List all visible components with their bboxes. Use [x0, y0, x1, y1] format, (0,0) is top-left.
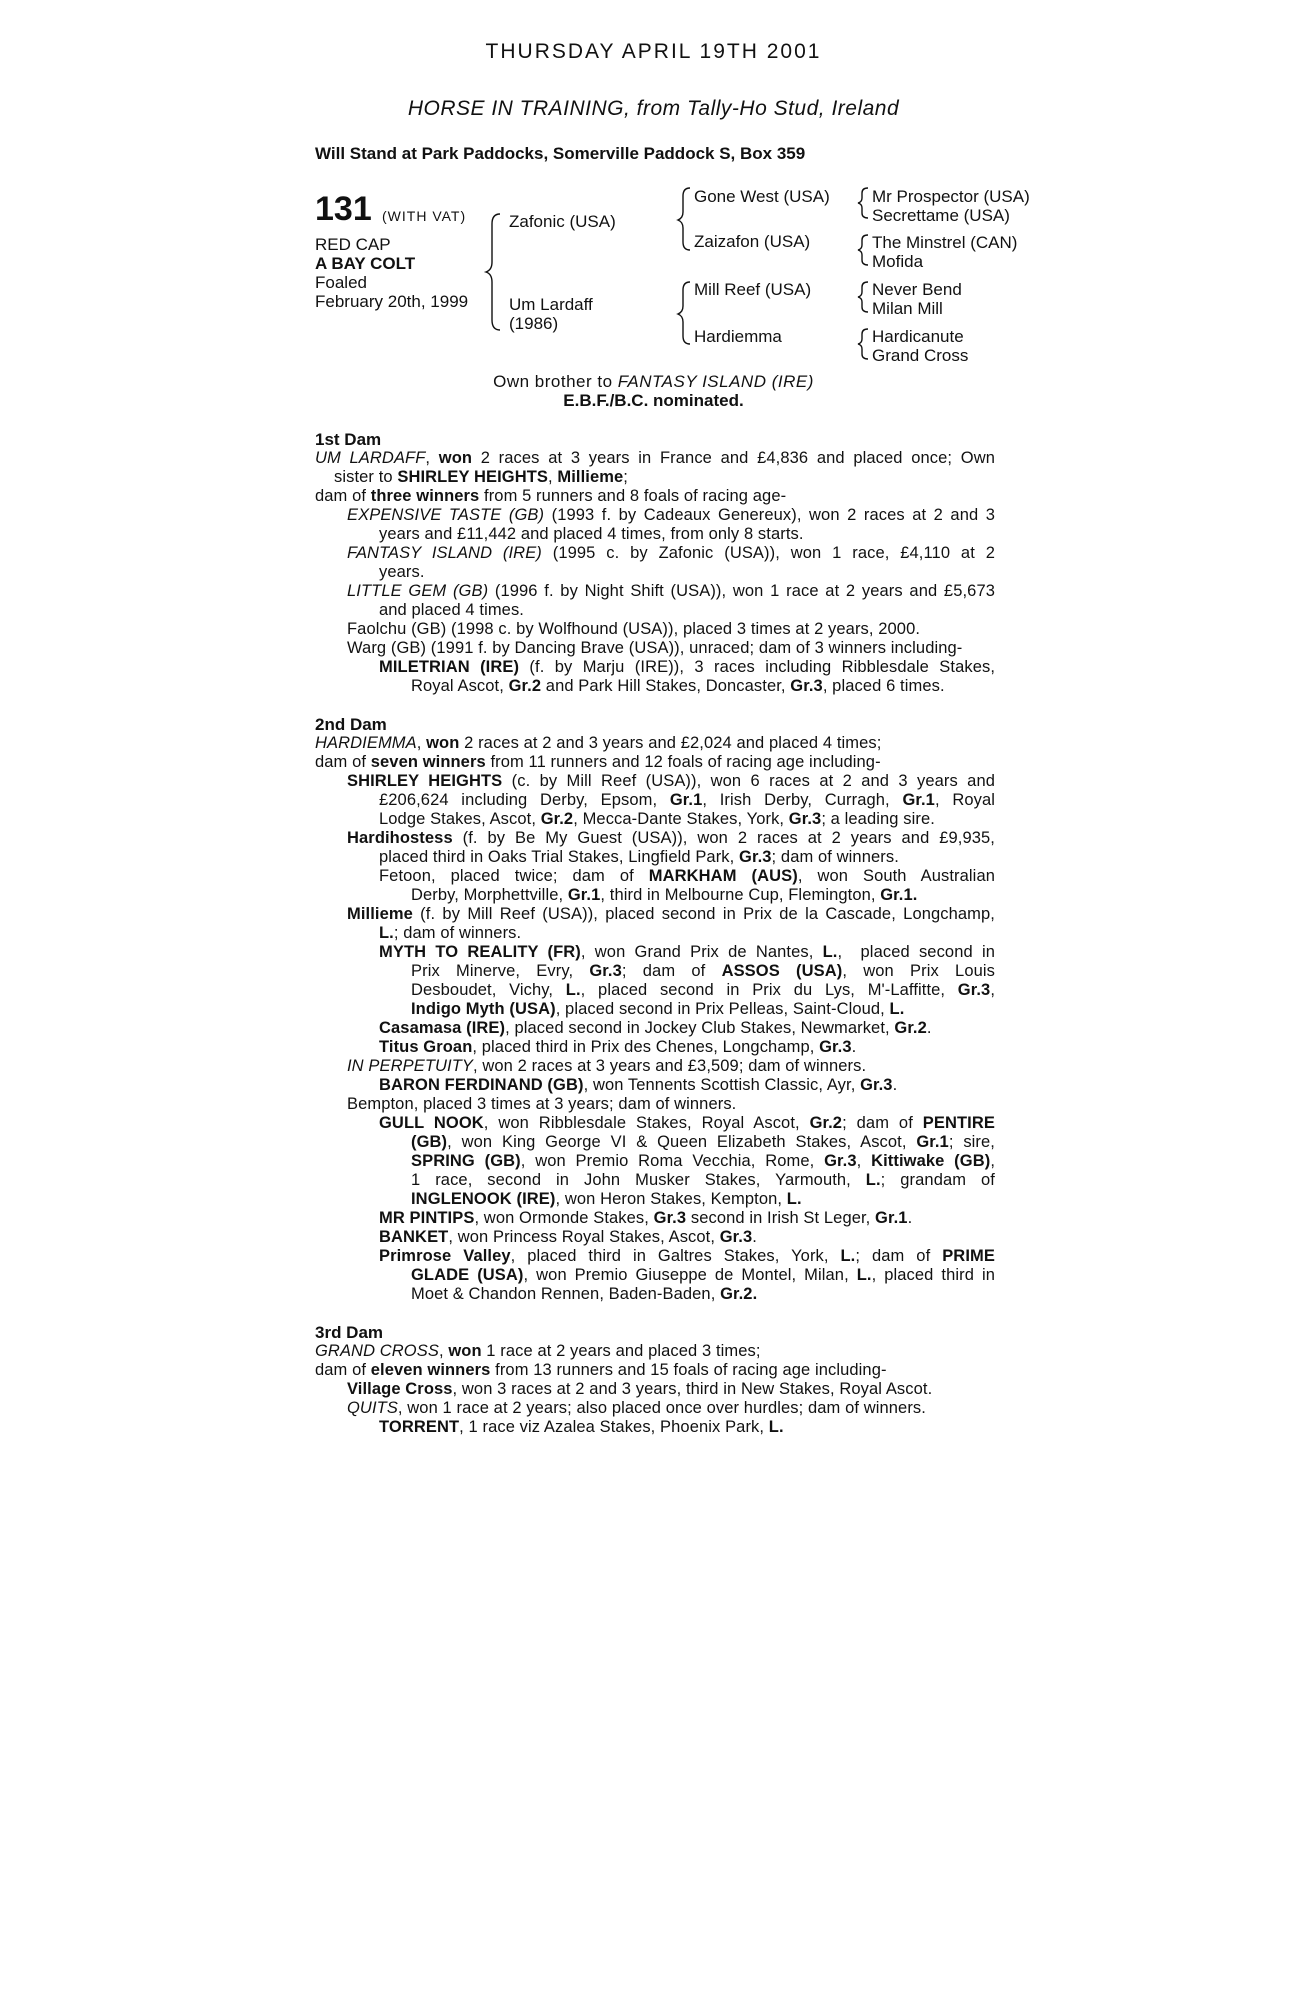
nomination-note: E.B.F./B.C. nominated. — [563, 391, 744, 410]
second-dam-line: GULL NOOK, won Ribblesdale Stakes, Royal Ascot, Gr.2; dam of PENTIRE — [379, 1114, 995, 1132]
first-dam-line: Royal Ascot, Gr.2 and Park Hill Stakes, Doncaster, Gr.3, placed 6 times. — [411, 677, 945, 695]
second-dam-line: INGLENOOK (IRE), won Heron Stakes, Kempton, L. — [411, 1190, 802, 1208]
first-dam-line: sister to SHIRLEY HEIGHTS, Millieme; — [334, 468, 628, 486]
second-dam-line: (GB), won King George VI & Queen Elizabeth Stakes, Ascot, Gr.1; sire, — [411, 1133, 995, 1151]
third-dam-line: TORRENT, 1 race viz Azalea Stakes, Phoenix Park, L. — [379, 1418, 784, 1436]
sire: Zafonic (USA) — [509, 212, 616, 231]
first-dam-line: MILETRIAN (IRE) (f. by Marju (IRE)), 3 races including Ribblesdale Stakes, — [379, 658, 996, 676]
horse-description: A BAY COLT — [315, 254, 416, 273]
first-dam-line: Warg (GB) (1991 f. by Dancing Brave (USA)), unraced; dam of 3 winners including- — [347, 639, 963, 657]
third-dam-line: GRAND CROSS, won 1 race at 2 years and placed 3 times; — [315, 1342, 761, 1360]
first-dam-line: LITTLE GEM (GB) (1996 f. by Night Shift (USA)), won 1 race at 2 years and £5,673 — [347, 582, 996, 600]
second-dam-line: Millieme (f. by Mill Reef (USA)), placed second in Prix de la Cascade, Longchamp, — [347, 905, 995, 923]
ancestor-2: Secrettame (USA) — [872, 206, 1010, 225]
first-dam-line: EXPENSIVE TASTE (GB) (1993 f. by Cadeaux Genereux), won 2 races at 2 and 3 — [347, 506, 996, 524]
ancestor-3: The Minstrel (CAN) — [872, 233, 1018, 252]
third-dam-line: QUITS, won 1 race at 2 years; also placed once over hurdles; dam of winners. — [347, 1399, 926, 1417]
second-dam-line: £206,624 including Derby, Epsom, Gr.1, Irish Derby, Curragh, Gr.1, Royal — [379, 791, 995, 809]
first-dam-heading: 1st Dam — [315, 430, 382, 449]
second-dam-line: SPRING (GB), won Premio Roma Vecchia, Rome, Gr.3, Kittiwake (GB), — [411, 1152, 995, 1170]
second-dam-line: Desboudet, Vichy, L., placed second in Prix du Lys, M'-Laffitte, Gr.3, — [411, 981, 995, 999]
second-dam-line: Titus Groan, placed third in Prix des Chenes, Longchamp, Gr.3. — [379, 1038, 857, 1056]
sale-date: THURSDAY APRIL 19TH 2001 — [485, 40, 822, 63]
second-dam-line: MYTH TO REALITY (FR), won Grand Prix de Nantes, L., placed second in — [379, 943, 995, 961]
second-dam-line: Lodge Stakes, Ascot, Gr.2, Mecca-Dante Stakes, York, Gr.3; a leading sire. — [379, 810, 935, 828]
first-dam-line: years. — [379, 563, 425, 581]
second-dam-line: Casamasa (IRE), placed second in Jockey Club Stakes, Newmarket, Gr.2. — [379, 1019, 932, 1037]
second-dam-line: placed third in Oaks Trial Stakes, Lingfield Park, Gr.3; dam of winners. — [379, 848, 899, 866]
second-dam-line: MR PINTIPS, won Ormonde Stakes, Gr.3 second in Irish St Leger, Gr.1. — [379, 1209, 913, 1227]
ancestor-1: Mr Prospector (USA) — [872, 187, 1030, 206]
ancestor-6: Milan Mill — [872, 299, 943, 318]
first-dam-line: UM LARDAFF, won 2 races at 3 years in France and £4,836 and placed once; Own — [315, 449, 995, 467]
first-dam-line: and placed 4 times. — [379, 601, 524, 619]
second-dam-line: Derby, Morphettville, Gr.1, third in Melbourne Cup, Flemington, Gr.1. — [411, 886, 918, 904]
own-brother-note: Own brother to FANTASY ISLAND (IRE) — [493, 372, 814, 391]
second-dam-line: BANKET, won Princess Royal Stakes, Ascot, Gr.3. — [379, 1228, 757, 1246]
first-dam-line: dam of three winners from 5 runners and 8 foals of racing age- — [315, 487, 787, 505]
dam: Um Lardaff — [509, 295, 593, 314]
second-dam-line: Bempton, placed 3 times at 3 years; dam of winners. — [347, 1095, 737, 1113]
second-dam-line: L.; dam of winners. — [379, 924, 522, 942]
foaled-date: February 20th, 1999 — [315, 292, 469, 311]
third-dam-heading: 3rd Dam — [315, 1323, 384, 1342]
second-dam-line: HARDIEMMA, won 2 races at 2 and 3 years and £2,024 and placed 4 times; — [315, 734, 882, 752]
first-dam-line: Faolchu (GB) (1998 c. by Wolfhound (USA)), placed 3 times at 2 years, 2000. — [347, 620, 921, 638]
first-dam-line: years and £11,442 and placed 4 times, from only 8 starts. — [379, 525, 804, 543]
stand-location: Will Stand at Park Paddocks, Somerville Paddock S, Box 359 — [315, 144, 806, 163]
cap-colour: RED CAP — [315, 235, 391, 254]
second-dam-line: IN PERPETUITY, won 2 races at 3 years and £3,509; dam of winners. — [347, 1057, 867, 1075]
second-dam-heading: 2nd Dam — [315, 715, 387, 734]
sire-sire: Gone West (USA) — [694, 187, 830, 206]
ancestor-7: Hardicanute — [872, 327, 964, 346]
third-dam-line: dam of eleven winners from 13 runners and 15 foals of racing age including- — [315, 1361, 887, 1379]
second-dam-line: Primrose Valley, placed third in Galtres Stakes, York, L.; dam of PRIME — [379, 1247, 995, 1265]
dam-dam: Hardiemma — [694, 327, 782, 346]
dam-sire: Mill Reef (USA) — [694, 280, 812, 299]
second-dam-line: Fetoon, placed twice; dam of MARKHAM (AUS), won South Australian — [379, 867, 995, 885]
pedigree-braces — [0, 0, 1307, 400]
vat-note: (WITH VAT) — [382, 208, 467, 224]
lot-number: 131 — [315, 190, 372, 228]
second-dam-line: Prix Minerve, Evry, Gr.3; dam of ASSOS (USA), won Prix Louis — [411, 962, 996, 980]
third-dam-line: Village Cross, won 3 races at 2 and 3 years, third in New Stakes, Royal Ascot. — [347, 1380, 933, 1398]
second-dam-line: SHIRLEY HEIGHTS (c. by Mill Reef (USA)), won 6 races at 2 and 3 years and — [347, 772, 996, 790]
second-dam-line: Hardihostess (f. by Be My Guest (USA)), won 2 races at 2 years and £9,935, — [347, 829, 995, 847]
catalogue-subtitle: HORSE IN TRAINING, from Tally-Ho Stud, Ireland — [407, 97, 900, 120]
first-dam-line: FANTASY ISLAND (IRE) (1995 c. by Zafonic (USA)), won 1 race, £4,110 at 2 — [347, 544, 995, 562]
second-dam-line: Moet & Chandon Rennen, Baden-Baden, Gr.2. — [411, 1285, 758, 1303]
second-dam-line: BARON FERDINAND (GB), won Tennents Scottish Classic, Ayr, Gr.3. — [379, 1076, 898, 1094]
ancestor-8: Grand Cross — [872, 346, 969, 365]
ancestor-4: Mofida — [872, 252, 924, 271]
ancestor-5: Never Bend — [872, 280, 962, 299]
second-dam-line: Indigo Myth (USA), placed second in Prix Pelleas, Saint-Cloud, L. — [411, 1000, 905, 1018]
second-dam-line: GLADE (USA), won Premio Giuseppe de Montel, Milan, L., placed third in — [411, 1266, 995, 1284]
second-dam-line: dam of seven winners from 11 runners and 12 foals of racing age including- — [315, 753, 881, 771]
foaled-label: Foaled — [315, 273, 367, 292]
dam-year: (1986) — [509, 314, 559, 333]
second-dam-line: 1 race, second in John Musker Stakes, Yarmouth, L.; grandam of — [411, 1171, 995, 1189]
sire-dam: Zaizafon (USA) — [694, 232, 811, 251]
